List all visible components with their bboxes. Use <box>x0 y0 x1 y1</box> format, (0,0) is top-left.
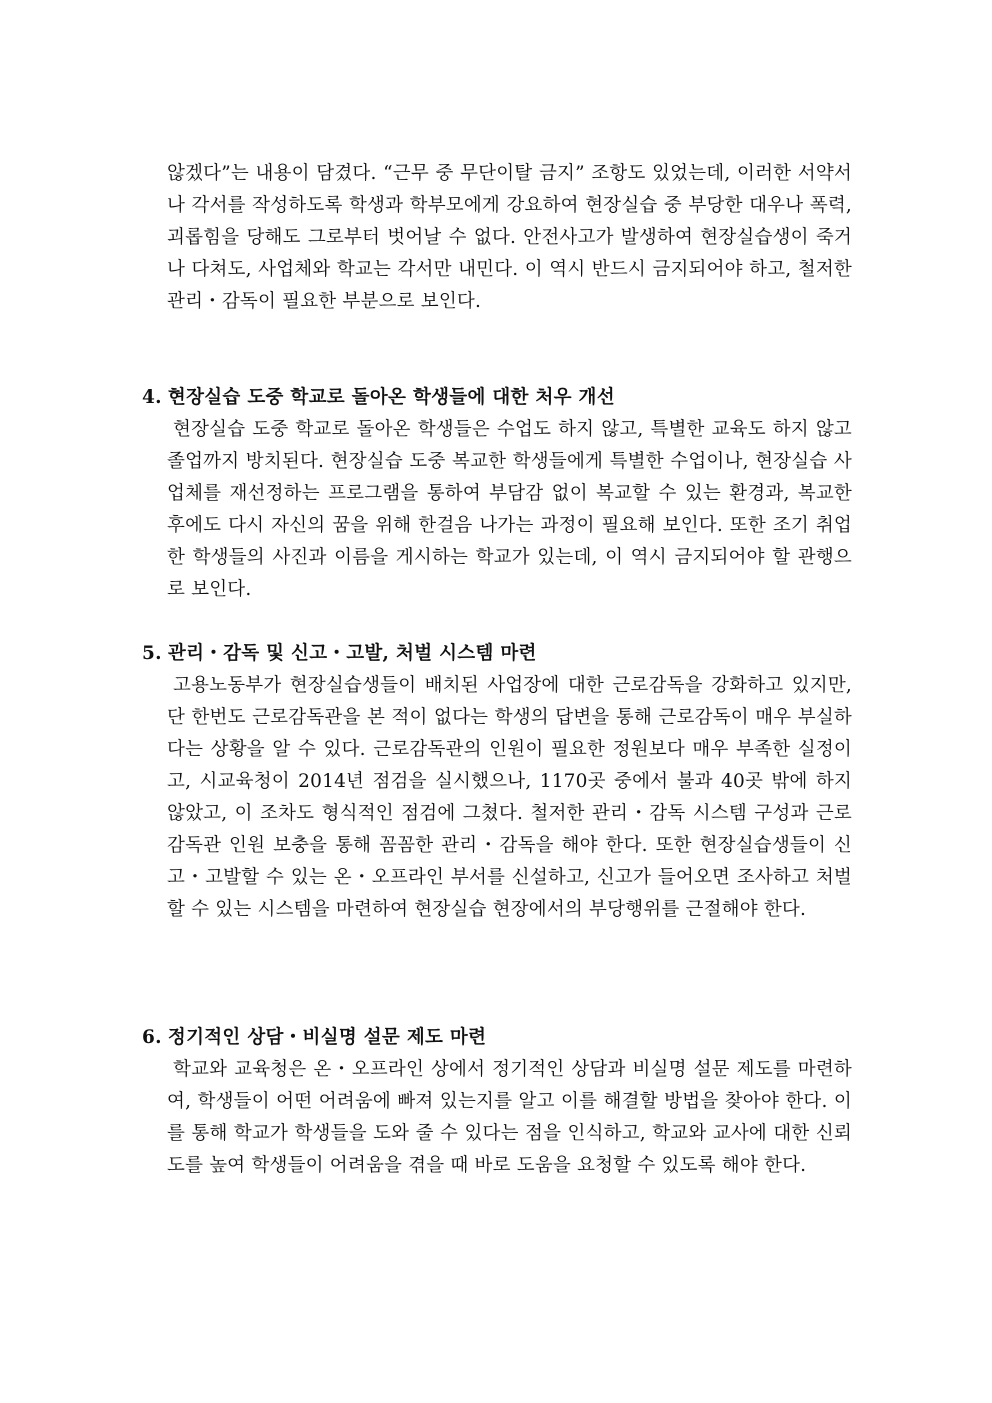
section-5-heading <box>142 638 852 670</box>
section-4-heading <box>142 382 852 414</box>
section-5-body: 고용노동부가 현장실습생들이 배치된 사업장에 대한 근로감독을 강화하고 있지만, 단 한번도 근로감독관을 본 적이 없다는 학생의 답변을 통해 근로감독이 매우 부실하다는 상황을 알 수 있다. 근로감독관의 인원이 필요한 정원보다 매우 부족한 실정이고, 시교육청이 2014년 점검을 실시했으나, 1170곳 중에서 불과 40곳 밖에 하지 않았고, 이 조차도 형식적인 점검에 그쳤다. 철저한 관리・감독 시스템 구성과 근로감독관 인원 보충을 통해 꼼꼼한 관리・감독을 해야 한다. 또한 현장실습생들이 신고・고발할 수 있는 온・오프라인 부서를 신설하고, 신고가 들어오면 조사하고 처벌할 수 있는 시스템을 마련하여 현장실습 현장에서의 부당행위를 근절해야 한다. <box>167 675 852 920</box>
section-6-number: 6. <box>142 1027 162 1048</box>
section-4-title: 현장실습 도중 학교로 돌아온 학생들에 대한 처우 개선 <box>167 387 615 408</box>
section-5-number: 5. <box>142 643 162 664</box>
section-4-body: 현장실습 도중 학교로 돌아온 학생들은 수업도 하지 않고, 특별한 교육도 하지 않고 졸업까지 방치된다. 현장실습 도중 복교한 학생들에게 특별한 수업이나, 현장실습 사업체를 재선정하는 프로그램을 통하여 부담감 없이 복교할 수 있는 환경과, 복교한 후에도 다시 자신의 꿈을 위해 한걸음 나가는 과정이 필요해 보인다. 또한 조기 취업한 학생들의 사진과 이름을 게시하는 학교가 있는데, 이 역시 금지되어야 할 관행으로 보인다. <box>167 419 852 600</box>
intro-paragraph: 않겠다”는 내용이 담겼다. “근무 중 무단이탈 금지” 조항도 있었는데, 이러한 서약서나 각서를 작성하도록 학생과 학부모에게 강요하여 현장실습 중 부당한 대우나 폭력, 괴롭힘을 당해도 그로부터 벗어날 수 없다. 안전사고가 발생하여 현장실습생이 죽거나 다쳐도, 사업체와 학교는 각서만 내민다. 이 역시 반드시 금지되어야 하고, 철저한 관리・감독이 필요한 부분으로 보인다. <box>167 163 852 312</box>
section-6-heading <box>142 1022 852 1054</box>
section-6-body: 학교와 교육청은 온・오프라인 상에서 정기적인 상담과 비실명 설문 제도를 마련하여, 학생들이 어떤 어려움에 빠져 있는지를 알고 이를 해결할 방법을 찾아야 한다. 이를 통해 학교가 학생들을 도와 줄 수 있다는 점을 인식하고, 학교와 교사에 대한 신뢰도를 높여 학생들이 어려움을 겪을 때 바로 도움을 요청할 수 있도록 해야 한다. <box>167 1059 852 1176</box>
section-6-title: 정기적인 상담・비실명 설문 제도 마련 <box>167 1027 487 1048</box>
section-5-title: 관리・감독 및 신고・고발, 처벌 시스템 마련 <box>167 643 537 664</box>
section-4-number: 4. <box>142 387 162 408</box>
